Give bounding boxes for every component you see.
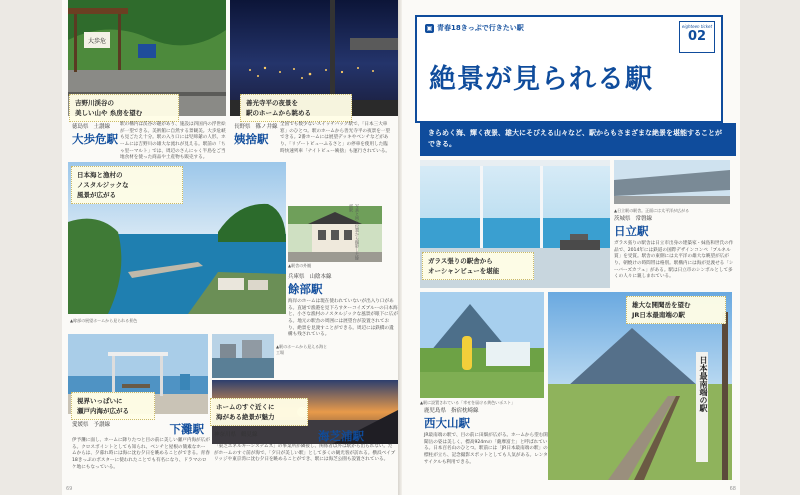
nishioyama-text: JR最南端の駅で、目の前に田畑が広がる。ホームから望む開聞岳の姿は美しく、標高924mの「薩摩富士」と呼ばれている。日本百名山のひとつ。駅前には「JR日本最南端の駅」の標柱が立ち、記念撮影スポットとしても人気がある。レンタサイクルも利用できる。: [424, 433, 548, 465]
amarube-station-photo: [288, 206, 382, 262]
section-number-ticket: eighteen ticket 02: [679, 21, 715, 53]
section-tag: ▣ 青春18きっぷで行きたい駅: [426, 24, 524, 32]
shimonada-name: 下灘駅: [169, 422, 204, 436]
station-umishibaura: [214, 430, 396, 464]
oboke-name: 大歩危駅: [72, 132, 118, 146]
caption-shimonada: 視界いっぱいに 瀬戸内海が広がる: [71, 392, 155, 420]
southmost-pillar-sign: 日本最南端の駅: [699, 356, 708, 412]
station-nishioyama: [424, 406, 548, 466]
hitachi-exterior-photo: [614, 160, 730, 204]
nishioyama-pref-line: 鹿児島県 指宿枕崎線: [424, 408, 479, 414]
caption-sea: 日本海と漁村の ノスタルジックな 風景が広がる: [71, 166, 183, 204]
umishibaura-name: 海芝浦駅: [318, 429, 364, 443]
postbox-note: ▲駅に設置されている「幸せを届ける黄色いポスト」: [420, 400, 516, 405]
hitachi-photo-note: ▲日立駅の駅舎。正面には太平洋が広がる: [614, 208, 690, 213]
amarube-text: 海岸のホームは現在使われていないが出入り口がある。直通で漁港を見下ろすターコイズブルーの日本海と、小さな漁村のノスタルジックな風景が眼下に広がる。地元の駅舎の周囲には展望台が設置されており、絶景を見渡すことができる。周辺には鉄橋の遺構も残されている。: [288, 299, 398, 338]
hitachi-pref-line: 茨城県 常磐線: [614, 216, 653, 222]
caption-oboke: 吉野川渓谷の 美しい山や 糸房を望む: [69, 94, 179, 122]
oboke-text: 駅の構内は渓谷の趣があり、施設は四国内の浮世絵が一望できる。美術館に自然する景観美。大歩危峡も見ごたえ十分。駅の入り口には児啼爺の人形。ホームには吉野川の雄大な流れが見える。駅前の「ちゃ里ーマルト」では、周辺のさんにゃく半島をご当地食材を使った商品や土産物も販売する。: [120, 122, 226, 161]
section-header: [415, 15, 723, 123]
oboke-sign: 大歩危: [87, 38, 107, 45]
amarube-station-note: ▲駅舎の外観: [288, 263, 312, 268]
caption-hitachi: ガラス張りの駅舎から オーシャンビューを堪能: [422, 252, 534, 280]
umishibaura-text: 「東芝エネルギーシステムズ」の事業所が隣接し、関係者以外は駅から出られない。だがホームのすぐ前が海で、「夕日が美しい駅」として多くの観光客が訪れる。横浜ベイブリッジや東京湾に沈む夕日を眺めることができ、駅には海芝公園も設置されている。: [214, 444, 396, 463]
amarube-vertical-note: 写真と同じ位置から撮影した餘部駅: [349, 204, 360, 260]
hitachi-text: ガラス張りの駅舎は日立市出身の建築家・妹島和世氏の作品で、2014年には鉄道の国際デザインコンペ「ブルネル賞」を受賞。駅舎の東側には太平洋の雄大な眺望が広がり、朝焼けの時間帯は格別。駅構内には海が見渡せる「シーバーズカフェ」がある。駅は日立市のシンボルとして多くの人々に親しまれている。: [614, 241, 734, 280]
nishioyama-name: 西大山駅: [424, 416, 470, 430]
caption-obasute: 善光寺平の夜景を 駅のホームから眺める: [240, 94, 352, 122]
section-number: 02: [687, 29, 707, 44]
left-page: [62, 0, 398, 495]
umishibaura-pref-line: 神奈川県 鶴見線: [214, 432, 258, 438]
umishibaura-small-photo: [212, 334, 274, 378]
amarube-pref-line: 兵庫県 山陰本線: [288, 274, 332, 280]
amarube-name: 餘部駅: [288, 282, 323, 296]
shimonada-pref-line: 愛媛県 予讃線: [72, 422, 111, 428]
station-hitachi: [614, 214, 734, 281]
station-shimonada: [72, 420, 210, 471]
page-title: 絶景が見られる駅: [429, 64, 653, 95]
caption-umishibaura: ホームのすぐ近くに 海がある絶景が魅力: [210, 398, 308, 426]
caption-nishioyama: 雄大な開聞岳を望む JR日本最南端の駅: [626, 296, 726, 324]
shimonada-text: 伊予灘に面し、ホームに降りたつと目の前に美しい瀬戸内海が広がる。クロスポイントとしても知られ、ベンチと屋根の簡素なホームからは、夕暮れ時には海に沈む夕日を眺めることができる。青春18きっぷのポスターに使われたことでも有名になり、ドラマのロケ地にもなっている。: [72, 438, 210, 470]
obasute-pref-line: 長野県 篠ノ井線: [234, 124, 278, 130]
intro-banner: きらめく海、輝く夜景、雄大にそびえる山々など、駅からもさまざまな絶景を堪能することができる。: [420, 123, 736, 156]
ticket-icon: ▣: [426, 24, 433, 32]
sea-photo-note: ▲餘部の展望ホームから見られる景色: [70, 318, 138, 323]
oboke-pref-line: 徳島県 土讃線: [72, 124, 111, 130]
obasute-text: 全国でも数少ないスイッチバック駅で、「日本三大車窓」のひとつ。駅のホームから善光寺平の夜景を一望できる。2番ホームには展望デッキやベンチなどがあり、「リゾートビューふるさと」の停車を使用した臨時快速列車「ナイトビュー姨捨」も運行されている。: [280, 122, 390, 154]
station-amarube: [288, 272, 398, 339]
obasute-name: 姨捨駅: [234, 132, 269, 146]
umishibaura-view-note: ▲駅のホームから見える海と工場: [276, 344, 328, 355]
nishioyama-mountain-photo: [420, 292, 544, 398]
right-page-number: 68: [729, 486, 736, 492]
hitachi-name: 日立駅: [614, 224, 649, 238]
left-page-number: 69: [66, 486, 73, 492]
